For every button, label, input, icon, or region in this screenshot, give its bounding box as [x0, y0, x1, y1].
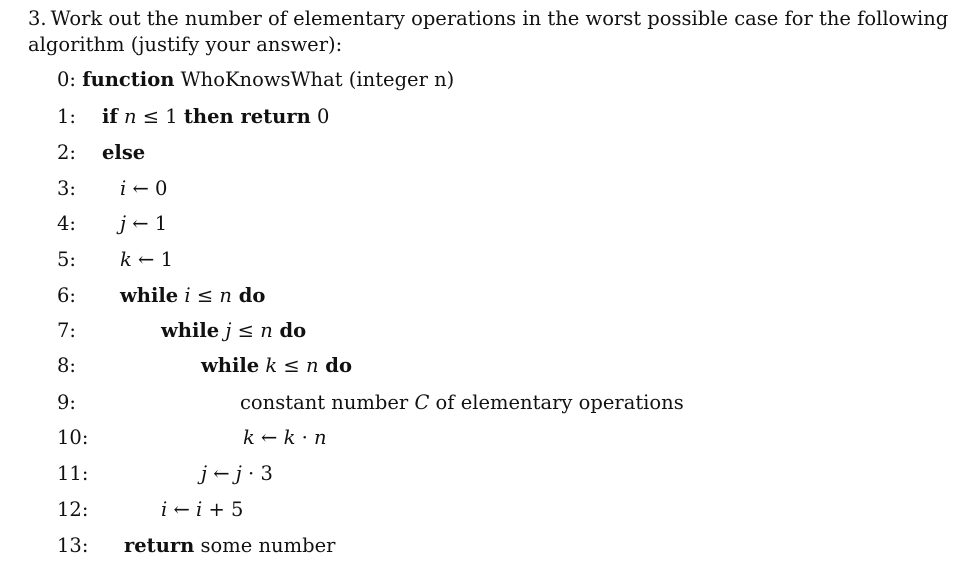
line-content — [243, 423, 327, 453]
code-text: ← — [167, 498, 196, 521]
math-variable: i — [161, 498, 168, 521]
code-text: ← 0 — [126, 177, 168, 200]
math-variable: i — [178, 284, 191, 307]
line-number: 6: — [57, 284, 76, 307]
math-variable: i — [120, 177, 127, 200]
problem-text: Work out the number of elementary operations in the worst possible case for the following algorithm (justify your answer): — [28, 7, 949, 56]
code-line — [0, 495, 978, 525]
code-text: ≤ — [277, 354, 306, 377]
line-content — [161, 316, 306, 346]
code-line — [0, 245, 978, 275]
math-variable: k — [283, 426, 296, 449]
keyword: return — [124, 534, 195, 557]
code-line — [0, 531, 978, 561]
line-number: 2: — [57, 141, 76, 164]
code-text: ← — [254, 426, 284, 449]
code-text: of elementary operations — [429, 391, 684, 414]
function-params: (integer n) — [348, 68, 455, 91]
code-line — [0, 138, 978, 168]
code-text: ← — [207, 462, 236, 485]
math-variable: n — [314, 426, 327, 449]
line-number: 13: — [57, 534, 89, 557]
keyword: else — [102, 141, 146, 164]
code-text: · — [295, 426, 315, 449]
line-number: 9: — [57, 391, 76, 414]
keyword: while — [120, 284, 179, 307]
function-name: WhoKnowsWhat — [180, 68, 343, 91]
keyword: while — [161, 319, 220, 342]
problem-number: 3. — [28, 7, 47, 30]
line-number: 8: — [57, 354, 76, 377]
code-text: ← 1 — [126, 212, 168, 235]
math-variable: n — [219, 284, 232, 307]
math-variable: i — [196, 498, 203, 521]
code-line — [0, 459, 978, 489]
line-content — [161, 495, 243, 525]
math-variable: j — [201, 462, 208, 485]
code-line — [0, 281, 978, 311]
code-text: + 5 — [202, 498, 244, 521]
code-line — [0, 174, 978, 204]
math-variable: C — [414, 391, 430, 414]
math-variable: j — [120, 212, 127, 235]
line-number: 5: — [57, 248, 76, 271]
line-content — [120, 209, 167, 239]
keyword: do — [318, 354, 352, 377]
line-content — [102, 138, 145, 168]
line-number: 12: — [57, 498, 89, 521]
keyword: if — [102, 105, 118, 128]
line-number: 11: — [57, 462, 89, 485]
math-variable: j — [235, 462, 242, 485]
code-text: some number — [194, 534, 336, 557]
code-text: ≤ — [190, 284, 220, 307]
keyword: do — [272, 319, 307, 342]
math-variable: n — [260, 319, 273, 342]
math-variable: k — [243, 426, 255, 449]
line-number: 4: — [57, 212, 76, 235]
math-variable: n — [117, 105, 137, 128]
code-line — [0, 423, 978, 453]
code-text: · 3 — [241, 462, 273, 485]
code-line — [0, 316, 978, 346]
line-content — [120, 174, 167, 204]
keyword: while — [201, 354, 260, 377]
keyword: then return — [183, 105, 311, 128]
code-line — [0, 209, 978, 239]
code-text: ≤ — [231, 319, 261, 342]
line-content — [120, 245, 173, 275]
code-text: constant number — [240, 391, 415, 414]
line-number: 1: — [57, 105, 76, 128]
line-content — [201, 459, 273, 489]
code-line — [0, 351, 978, 381]
code-text: ← 1 — [131, 248, 173, 271]
algorithm-header — [0, 65, 978, 95]
code-text: ≤ 1 — [136, 105, 184, 128]
line-content — [240, 388, 684, 418]
math-variable: k — [120, 248, 132, 271]
code-line — [0, 388, 978, 418]
header-keyword: function — [82, 68, 175, 91]
line-number: 10: — [57, 426, 89, 449]
header-label: 0: — [57, 68, 76, 91]
math-variable: k — [259, 354, 278, 377]
header-content — [57, 65, 454, 95]
code-line — [0, 102, 978, 132]
math-variable: n — [305, 354, 319, 377]
line-content — [120, 281, 265, 311]
keyword: do — [231, 284, 266, 307]
code-text: 0 — [310, 105, 330, 128]
math-variable: j — [219, 319, 232, 342]
line-content — [201, 351, 352, 381]
line-content — [102, 102, 329, 132]
line-number: 3: — [57, 177, 76, 200]
problem-statement — [28, 6, 958, 58]
line-content — [124, 531, 335, 561]
line-number: 7: — [57, 319, 76, 342]
